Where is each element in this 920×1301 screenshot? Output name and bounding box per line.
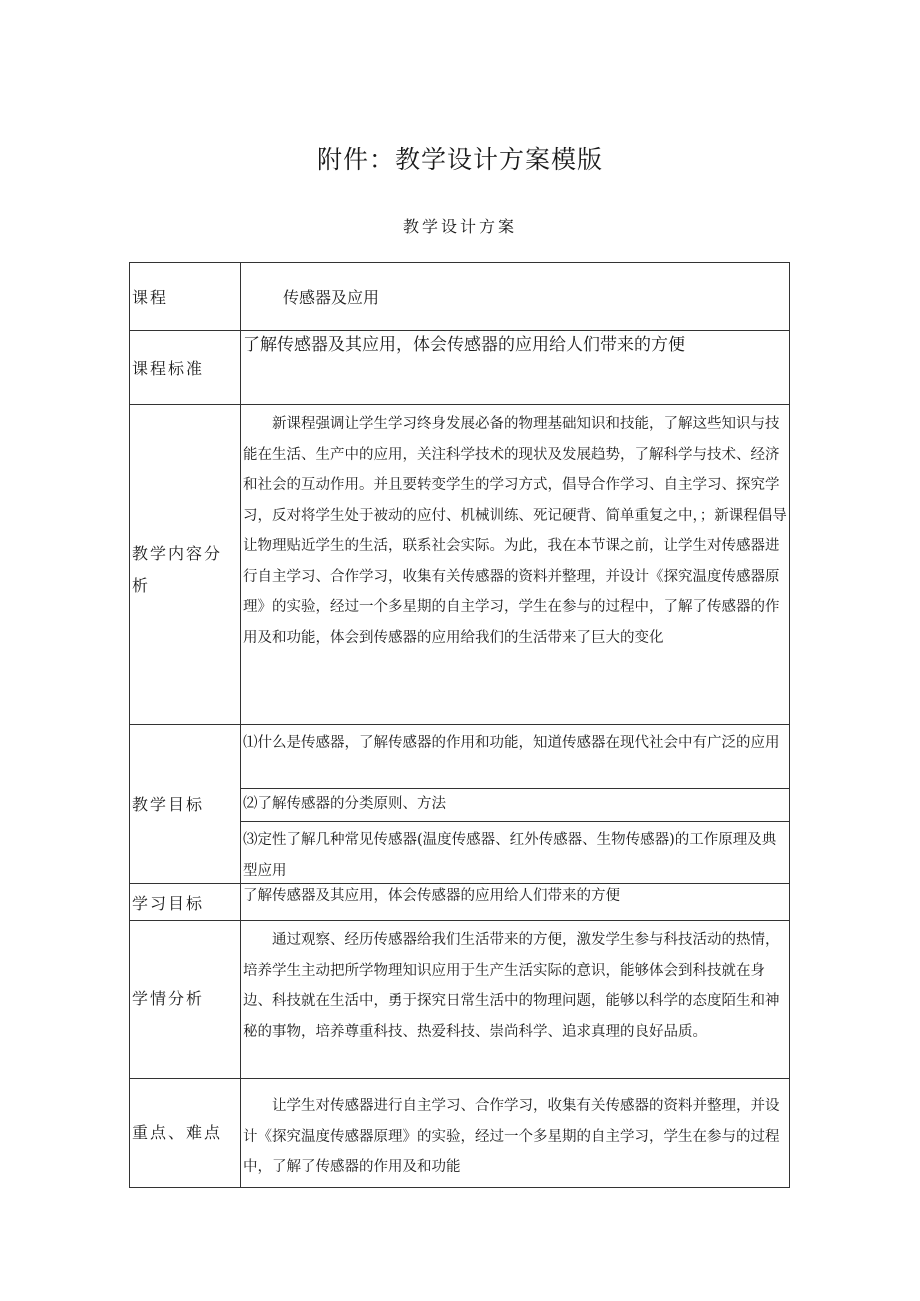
teaching-goal-item: ⑴什么是传感器，了解传感器的作用和功能，知道传感器在现代社会中有广泛的应用	[241, 725, 789, 789]
row-learning-goals	[130, 884, 789, 921]
learning-goals-value: 了解传感器及其应用，体会传感器的应用给人们带来的方便	[243, 888, 620, 904]
content-analysis-label-line1: 教学内容分	[132, 544, 223, 563]
row-standard	[130, 331, 789, 405]
row-key-points	[130, 1079, 789, 1187]
learning-goals-label: 学习目标	[130, 884, 241, 920]
course-value: 传感器及应用	[283, 288, 380, 307]
key-points-label: 重点、难点	[130, 1079, 241, 1187]
standard-value: 了解传感器及其应用，体会传感器的应用给人们带来的方便	[243, 335, 685, 355]
student-analysis-label: 学情分析	[130, 921, 241, 1078]
course-label: 课程	[130, 263, 241, 330]
row-course	[130, 263, 789, 331]
lesson-plan-table	[129, 262, 790, 1188]
row-content-analysis	[130, 405, 789, 725]
key-points-text: 让学生对传感器进行自主学习、合作学习，收集有关传感器的资料并整理，并设计《探究温度传感器原理》的实验，经过一个多星期的自主学习，学生在参与的过程中，了解了传感器的作用及和功能	[243, 1098, 780, 1175]
row-teaching-goals	[130, 725, 789, 884]
teaching-goals-label: 教学目标	[130, 725, 241, 883]
standard-label: 课程标准	[130, 331, 241, 404]
teaching-goal-item: ⑶定性了解几种常见传感器(温度传感器、红外传感器、生物传感器)的工作原理及典型应用	[243, 832, 777, 879]
row-student-analysis	[130, 921, 789, 1079]
document-subtitle: 教学设计方案	[402, 217, 517, 236]
content-analysis-label-line2: 析	[132, 576, 151, 595]
teaching-goal-item: ⑵了解传感器的分类原则、方法	[241, 789, 789, 822]
content-analysis-text: 新课程强调让学生学习终身发展必备的物理基础知识和技能，了解这些知识与技能在生活、生产中的应用，关注科学技术的现状及发展趋势，了解科学与技术、经济和社会的互动作用。并且要转变学生的学习方式，倡导合作学习、自主学习、探究学习，反对将学生处于被动的应付、机械训练、死记硬背、简单重复之中，；新课程倡导让物理贴近学生的生活，联系社会实际。为此，我在本节课之前，让学生对传感器进行自主学习、合作学习，收集有关传感器的资料并整理，并设计《探究温度传感器原理》的实验，经过一个多星期的自主学习，学生在参与的过程中，了解了传感器的作用及和功能，体会到传感器的应用给我们的生活带来了巨大的变化	[243, 416, 787, 646]
document-title: 附件：教学设计方案模版	[316, 145, 603, 174]
student-analysis-text: 通过观察、经历传感器给我们生活带来的方便，激发学生参与科技活动的热情，培养学生主动把所学物理知识应用于生产生活实际的意识，能够体会到科技就在身边、科技就在生活中，勇于探究日常生活中的物理问题，能够以科学的态度陌生和神秘的事物，培养尊重科技、热爱科技、崇尚科学、追求真理的良好品质。	[243, 932, 780, 1040]
content-analysis-label	[130, 405, 241, 724]
